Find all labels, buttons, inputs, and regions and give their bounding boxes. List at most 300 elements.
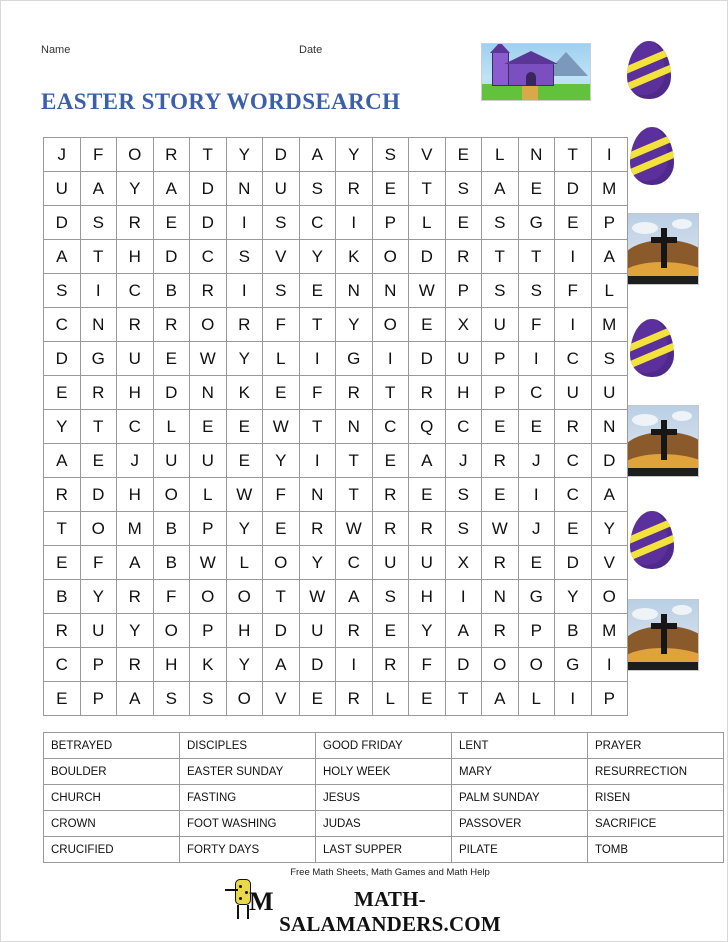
grid-cell[interactable]: A xyxy=(591,240,628,274)
grid-cell[interactable]: U xyxy=(555,376,592,410)
grid-cell[interactable]: D xyxy=(299,648,336,682)
grid-cell[interactable]: T xyxy=(336,444,373,478)
grid-cell[interactable]: D xyxy=(190,172,227,206)
grid-cell[interactable]: R xyxy=(482,614,519,648)
grid-cell[interactable]: O xyxy=(117,138,154,172)
grid-cell[interactable]: Y xyxy=(555,580,592,614)
grid-cell[interactable]: B xyxy=(44,580,81,614)
grid-cell[interactable]: O xyxy=(190,580,227,614)
grid-cell[interactable]: H xyxy=(153,648,190,682)
grid-cell[interactable]: F xyxy=(555,274,592,308)
grid-cell[interactable]: E xyxy=(226,444,263,478)
grid-cell[interactable]: L xyxy=(482,138,519,172)
grid-cell[interactable]: R xyxy=(482,444,519,478)
grid-cell[interactable]: D xyxy=(44,342,81,376)
grid-cell[interactable]: R xyxy=(372,512,409,546)
grid-cell[interactable]: I xyxy=(226,206,263,240)
grid-cell[interactable]: C xyxy=(555,342,592,376)
grid-cell[interactable]: E xyxy=(299,682,336,716)
grid-cell[interactable]: R xyxy=(117,308,154,342)
grid-cell[interactable]: E xyxy=(372,172,409,206)
grid-cell[interactable]: S xyxy=(190,682,227,716)
grid-cell[interactable]: T xyxy=(190,138,227,172)
grid-cell[interactable]: B xyxy=(153,546,190,580)
grid-cell[interactable]: J xyxy=(44,138,81,172)
grid-cell[interactable]: T xyxy=(445,682,482,716)
grid-cell[interactable]: A xyxy=(482,172,519,206)
grid-cell[interactable]: I xyxy=(445,580,482,614)
grid-cell[interactable]: S xyxy=(482,206,519,240)
grid-cell[interactable]: D xyxy=(409,342,446,376)
grid-cell[interactable]: E xyxy=(518,172,555,206)
grid-cell[interactable]: L xyxy=(409,206,446,240)
grid-cell[interactable]: V xyxy=(263,682,300,716)
grid-cell[interactable]: O xyxy=(518,648,555,682)
grid-cell[interactable]: R xyxy=(336,614,373,648)
grid-cell[interactable]: E xyxy=(482,410,519,444)
word-list-item[interactable]: JESUS xyxy=(316,785,452,811)
grid-cell[interactable]: R xyxy=(44,478,81,512)
word-list-item[interactable]: LAST SUPPER xyxy=(316,837,452,863)
word-list-item[interactable]: TOMB xyxy=(588,837,724,863)
grid-cell[interactable]: H xyxy=(226,614,263,648)
word-list-item[interactable]: GOOD FRIDAY xyxy=(316,733,452,759)
grid-cell[interactable]: L xyxy=(263,342,300,376)
grid-cell[interactable]: F xyxy=(409,648,446,682)
grid-cell[interactable]: F xyxy=(80,546,117,580)
grid-cell[interactable]: E xyxy=(555,206,592,240)
grid-cell[interactable]: N xyxy=(336,274,373,308)
grid-cell[interactable]: E xyxy=(299,274,336,308)
grid-cell[interactable]: C xyxy=(555,478,592,512)
grid-cell[interactable]: T xyxy=(518,240,555,274)
grid-cell[interactable]: A xyxy=(44,444,81,478)
grid-cell[interactable]: T xyxy=(80,240,117,274)
grid-cell[interactable]: O xyxy=(153,614,190,648)
grid-cell[interactable]: A xyxy=(117,682,154,716)
grid-cell[interactable]: Y xyxy=(409,614,446,648)
grid-cell[interactable]: E xyxy=(372,444,409,478)
grid-cell[interactable]: D xyxy=(263,138,300,172)
grid-cell[interactable]: V xyxy=(263,240,300,274)
word-list-item[interactable]: RISEN xyxy=(588,785,724,811)
grid-cell[interactable]: O xyxy=(80,512,117,546)
grid-cell[interactable]: I xyxy=(518,342,555,376)
grid-cell[interactable]: M xyxy=(117,512,154,546)
grid-cell[interactable]: R xyxy=(336,682,373,716)
grid-cell[interactable]: D xyxy=(153,240,190,274)
grid-cell[interactable]: R xyxy=(372,478,409,512)
grid-cell[interactable]: S xyxy=(518,274,555,308)
grid-cell[interactable]: W xyxy=(482,512,519,546)
grid-cell[interactable]: O xyxy=(591,580,628,614)
grid-cell[interactable]: Y xyxy=(226,138,263,172)
grid-cell[interactable]: S xyxy=(226,240,263,274)
grid-cell[interactable]: Y xyxy=(226,648,263,682)
grid-cell[interactable]: E xyxy=(226,410,263,444)
grid-cell[interactable]: D xyxy=(44,206,81,240)
grid-cell[interactable]: Y xyxy=(117,172,154,206)
grid-cell[interactable]: R xyxy=(445,240,482,274)
grid-cell[interactable]: T xyxy=(299,308,336,342)
grid-cell[interactable]: X xyxy=(445,546,482,580)
grid-cell[interactable]: S xyxy=(80,206,117,240)
grid-cell[interactable]: U xyxy=(190,444,227,478)
grid-cell[interactable]: U xyxy=(263,172,300,206)
grid-cell[interactable]: S xyxy=(44,274,81,308)
grid-cell[interactable]: Y xyxy=(263,444,300,478)
grid-cell[interactable]: C xyxy=(372,410,409,444)
grid-cell[interactable]: L xyxy=(518,682,555,716)
grid-cell[interactable]: T xyxy=(555,138,592,172)
grid-cell[interactable]: D xyxy=(190,206,227,240)
grid-cell[interactable]: O xyxy=(190,308,227,342)
grid-cell[interactable]: N xyxy=(591,410,628,444)
grid-cell[interactable]: Y xyxy=(336,308,373,342)
grid-cell[interactable]: E xyxy=(445,138,482,172)
grid-cell[interactable]: P xyxy=(482,342,519,376)
grid-cell[interactable]: S xyxy=(263,274,300,308)
grid-cell[interactable]: N xyxy=(372,274,409,308)
grid-cell[interactable]: I xyxy=(299,342,336,376)
grid-cell[interactable]: H xyxy=(117,478,154,512)
grid-cell[interactable]: U xyxy=(44,172,81,206)
grid-cell[interactable]: H xyxy=(117,240,154,274)
grid-cell[interactable]: D xyxy=(80,478,117,512)
grid-cell[interactable]: Y xyxy=(299,546,336,580)
grid-cell[interactable]: R xyxy=(117,206,154,240)
grid-cell[interactable]: H xyxy=(409,580,446,614)
grid-cell[interactable]: A xyxy=(445,614,482,648)
grid-cell[interactable]: P xyxy=(518,614,555,648)
grid-cell[interactable]: C xyxy=(336,546,373,580)
grid-cell[interactable]: E xyxy=(80,444,117,478)
grid-cell[interactable]: C xyxy=(299,206,336,240)
word-list-item[interactable]: CHURCH xyxy=(44,785,180,811)
word-list-item[interactable]: FOOT WASHING xyxy=(180,811,316,837)
word-list-item[interactable]: PILATE xyxy=(452,837,588,863)
grid-cell[interactable]: S xyxy=(372,580,409,614)
grid-cell[interactable]: N xyxy=(80,308,117,342)
grid-cell[interactable]: F xyxy=(263,308,300,342)
grid-cell[interactable]: T xyxy=(299,410,336,444)
grid-cell[interactable]: R xyxy=(555,410,592,444)
grid-cell[interactable]: E xyxy=(190,410,227,444)
grid-cell[interactable]: I xyxy=(372,342,409,376)
word-list-item[interactable]: EASTER SUNDAY xyxy=(180,759,316,785)
grid-cell[interactable]: E xyxy=(555,512,592,546)
grid-cell[interactable]: Y xyxy=(299,240,336,274)
grid-cell[interactable]: O xyxy=(226,682,263,716)
word-list-item[interactable]: BETRAYED xyxy=(44,733,180,759)
grid-cell[interactable]: U xyxy=(409,546,446,580)
grid-cell[interactable]: P xyxy=(482,376,519,410)
grid-cell[interactable]: R xyxy=(80,376,117,410)
grid-cell[interactable]: E xyxy=(409,682,446,716)
grid-cell[interactable]: S xyxy=(372,138,409,172)
grid-cell[interactable]: E xyxy=(445,206,482,240)
grid-cell[interactable]: I xyxy=(555,308,592,342)
grid-cell[interactable]: G xyxy=(80,342,117,376)
grid-cell[interactable]: C xyxy=(117,274,154,308)
grid-cell[interactable]: A xyxy=(263,648,300,682)
grid-cell[interactable]: U xyxy=(117,342,154,376)
grid-cell[interactable]: A xyxy=(591,478,628,512)
grid-cell[interactable]: E xyxy=(518,410,555,444)
grid-cell[interactable]: D xyxy=(555,546,592,580)
grid-cell[interactable]: R xyxy=(44,614,81,648)
grid-cell[interactable]: O xyxy=(372,240,409,274)
grid-cell[interactable]: T xyxy=(44,512,81,546)
grid-cell[interactable]: I xyxy=(591,648,628,682)
grid-cell[interactable]: T xyxy=(409,172,446,206)
grid-cell[interactable]: G xyxy=(518,206,555,240)
grid-cell[interactable]: G xyxy=(518,580,555,614)
grid-cell[interactable]: U xyxy=(153,444,190,478)
grid-cell[interactable]: D xyxy=(153,376,190,410)
grid-cell[interactable]: J xyxy=(518,512,555,546)
grid-cell[interactable]: S xyxy=(263,206,300,240)
grid-cell[interactable]: T xyxy=(263,580,300,614)
grid-cell[interactable]: N xyxy=(482,580,519,614)
page-title: EASTER STORY WORDSEARCH xyxy=(41,89,401,114)
grid-cell[interactable]: E xyxy=(44,376,81,410)
grid-cell[interactable]: P xyxy=(445,274,482,308)
grid-cell[interactable]: S xyxy=(482,274,519,308)
grid-cell[interactable]: S xyxy=(299,172,336,206)
grid-cell[interactable]: Y xyxy=(336,138,373,172)
grid-cell[interactable]: E xyxy=(153,342,190,376)
grid-cell[interactable]: I xyxy=(80,274,117,308)
grid-cell[interactable]: T xyxy=(482,240,519,274)
word-list-item[interactable]: PRAYER xyxy=(588,733,724,759)
grid-cell[interactable]: I xyxy=(518,478,555,512)
grid-cell[interactable]: E xyxy=(482,478,519,512)
grid-cell[interactable]: U xyxy=(372,546,409,580)
grid-cell[interactable]: C xyxy=(555,444,592,478)
grid-cell[interactable]: I xyxy=(555,682,592,716)
grid-cell[interactable]: L xyxy=(153,410,190,444)
grid-cell[interactable]: R xyxy=(117,580,154,614)
word-list-item[interactable]: RESURRECTION xyxy=(588,759,724,785)
grid-cell[interactable]: I xyxy=(299,444,336,478)
grid-cell[interactable]: P xyxy=(190,512,227,546)
grid-cell[interactable]: S xyxy=(445,478,482,512)
grid-cell[interactable]: J xyxy=(445,444,482,478)
grid-cell[interactable]: A xyxy=(153,172,190,206)
grid-cell[interactable]: E xyxy=(409,308,446,342)
grid-cell[interactable]: A xyxy=(482,682,519,716)
grid-cell[interactable]: F xyxy=(153,580,190,614)
grid-cell[interactable]: E xyxy=(518,546,555,580)
grid-cell[interactable]: R xyxy=(153,308,190,342)
grid-cell[interactable]: A xyxy=(44,240,81,274)
grid-cell[interactable]: F xyxy=(518,308,555,342)
grid-cell[interactable]: D xyxy=(555,172,592,206)
word-list-item[interactable]: DISCIPLES xyxy=(180,733,316,759)
grid-cell[interactable]: T xyxy=(372,376,409,410)
word-list-item[interactable]: SACRIFICE xyxy=(588,811,724,837)
grid-cell[interactable]: N xyxy=(518,138,555,172)
grid-cell[interactable]: J xyxy=(518,444,555,478)
grid-cell[interactable]: U xyxy=(591,376,628,410)
grid-cell[interactable]: A xyxy=(299,138,336,172)
grid-cell[interactable]: R xyxy=(336,376,373,410)
grid-cell[interactable]: W xyxy=(336,512,373,546)
grid-cell[interactable]: W xyxy=(190,546,227,580)
grid-cell[interactable]: L xyxy=(226,546,263,580)
grid-cell[interactable]: R xyxy=(409,376,446,410)
grid-cell[interactable]: L xyxy=(372,682,409,716)
word-list-item[interactable]: HOLY WEEK xyxy=(316,759,452,785)
grid-cell[interactable]: M xyxy=(591,308,628,342)
word-list-item[interactable]: LENT xyxy=(452,733,588,759)
word-list-item[interactable]: FASTING xyxy=(180,785,316,811)
grid-cell[interactable]: E xyxy=(409,478,446,512)
grid-cell[interactable]: E xyxy=(153,206,190,240)
grid-cell[interactable]: H xyxy=(445,376,482,410)
grid-cell[interactable]: Y xyxy=(80,580,117,614)
grid-cell[interactable]: G xyxy=(336,342,373,376)
word-list-item[interactable]: BOULDER xyxy=(44,759,180,785)
grid-cell[interactable]: P xyxy=(591,206,628,240)
grid-cell[interactable]: V xyxy=(591,546,628,580)
word-list-row xyxy=(44,811,724,837)
grid-cell[interactable]: D xyxy=(263,614,300,648)
grid-cell[interactable]: X xyxy=(445,308,482,342)
grid-cell[interactable]: Q xyxy=(409,410,446,444)
word-list-row xyxy=(44,759,724,785)
word-list-item[interactable]: PALM SUNDAY xyxy=(452,785,588,811)
grid-cell[interactable]: A xyxy=(409,444,446,478)
grid-cell[interactable]: O xyxy=(372,308,409,342)
grid-cell[interactable]: W xyxy=(409,274,446,308)
grid-cell[interactable]: V xyxy=(409,138,446,172)
grid-cell[interactable]: R xyxy=(409,512,446,546)
grid-cell[interactable]: L xyxy=(190,478,227,512)
grid-cell[interactable]: W xyxy=(299,580,336,614)
grid-cell[interactable]: R xyxy=(372,648,409,682)
grid-cell[interactable]: L xyxy=(591,274,628,308)
grid-cell[interactable]: R xyxy=(336,172,373,206)
grid-cell[interactable]: D xyxy=(591,444,628,478)
word-list-item[interactable]: MARY xyxy=(452,759,588,785)
grid-cell[interactable]: D xyxy=(409,240,446,274)
grid-cell[interactable]: E xyxy=(44,682,81,716)
grid-cell[interactable]: S xyxy=(153,682,190,716)
grid-cell[interactable]: R xyxy=(299,512,336,546)
word-list-item[interactable]: CRUCIFIED xyxy=(44,837,180,863)
grid-cell[interactable]: F xyxy=(80,138,117,172)
grid-cell[interactable]: U xyxy=(482,308,519,342)
grid-cell[interactable]: A xyxy=(117,546,154,580)
grid-cell[interactable]: C xyxy=(44,308,81,342)
grid-cell[interactable]: I xyxy=(226,274,263,308)
grid-cell[interactable]: K xyxy=(226,376,263,410)
word-list-item[interactable]: JUDAS xyxy=(316,811,452,837)
grid-cell[interactable]: W xyxy=(263,410,300,444)
grid-cell[interactable]: O xyxy=(226,580,263,614)
grid-cell[interactable]: N xyxy=(336,410,373,444)
grid-cell[interactable]: Y xyxy=(117,614,154,648)
grid-cell[interactable]: K xyxy=(190,648,227,682)
grid-cell[interactable]: R xyxy=(117,648,154,682)
grid-cell[interactable]: P xyxy=(190,614,227,648)
grid-cell[interactable]: U xyxy=(80,614,117,648)
grid-cell[interactable]: W xyxy=(226,478,263,512)
grid-cell[interactable]: K xyxy=(336,240,373,274)
grid-cell[interactable]: W xyxy=(190,342,227,376)
grid-cell[interactable]: C xyxy=(518,376,555,410)
grid-cell[interactable]: M xyxy=(591,172,628,206)
grid-cell[interactable]: I xyxy=(336,648,373,682)
grid-cell[interactable]: E xyxy=(44,546,81,580)
grid-cell[interactable]: P xyxy=(80,648,117,682)
grid-cell[interactable]: O xyxy=(263,546,300,580)
word-list-item[interactable]: PASSOVER xyxy=(452,811,588,837)
grid-cell[interactable]: I xyxy=(555,240,592,274)
grid-cell[interactable]: C xyxy=(117,410,154,444)
grid-cell[interactable]: U xyxy=(445,342,482,376)
grid-cell[interactable]: P xyxy=(591,682,628,716)
grid-cell[interactable]: R xyxy=(153,138,190,172)
grid-cell[interactable]: S xyxy=(445,172,482,206)
grid-cell[interactable]: I xyxy=(336,206,373,240)
grid-cell[interactable]: Y xyxy=(226,512,263,546)
grid-cell[interactable]: T xyxy=(336,478,373,512)
grid-cell[interactable]: B xyxy=(153,512,190,546)
grid-cell[interactable]: G xyxy=(555,648,592,682)
grid-cell[interactable]: J xyxy=(117,444,154,478)
grid-cell[interactable]: B xyxy=(153,274,190,308)
grid-cell[interactable]: R xyxy=(226,308,263,342)
grid-cell[interactable]: N xyxy=(299,478,336,512)
grid-cell[interactable]: I xyxy=(591,138,628,172)
grid-cell[interactable]: S xyxy=(591,342,628,376)
word-list-item[interactable]: FORTY DAYS xyxy=(180,837,316,863)
grid-cell[interactable]: S xyxy=(445,512,482,546)
grid-cell[interactable]: D xyxy=(445,648,482,682)
grid-cell[interactable]: Y xyxy=(226,342,263,376)
grid-cell[interactable]: R xyxy=(190,274,227,308)
grid-cell[interactable]: A xyxy=(336,580,373,614)
grid-cell[interactable]: Y xyxy=(591,512,628,546)
grid-cell[interactable]: B xyxy=(555,614,592,648)
grid-cell[interactable]: N xyxy=(190,376,227,410)
grid-cell[interactable]: C xyxy=(445,410,482,444)
grid-cell[interactable]: T xyxy=(80,410,117,444)
grid-cell[interactable]: Y xyxy=(44,410,81,444)
grid-cell[interactable]: E xyxy=(263,376,300,410)
grid-cell[interactable]: N xyxy=(226,172,263,206)
grid-cell[interactable]: E xyxy=(263,512,300,546)
grid-cell[interactable]: C xyxy=(190,240,227,274)
grid-cell[interactable]: H xyxy=(117,376,154,410)
grid-cell[interactable]: U xyxy=(299,614,336,648)
grid-cell[interactable]: F xyxy=(263,478,300,512)
grid-cell[interactable]: O xyxy=(482,648,519,682)
word-list-item[interactable]: CROWN xyxy=(44,811,180,837)
grid-cell[interactable]: A xyxy=(80,172,117,206)
grid-cell[interactable]: F xyxy=(299,376,336,410)
grid-cell[interactable]: R xyxy=(482,546,519,580)
grid-cell[interactable]: O xyxy=(153,478,190,512)
grid-cell[interactable]: E xyxy=(372,614,409,648)
grid-cell[interactable]: C xyxy=(44,648,81,682)
grid-cell[interactable]: M xyxy=(591,614,628,648)
grid-cell[interactable]: P xyxy=(372,206,409,240)
grid-cell[interactable]: P xyxy=(80,682,117,716)
